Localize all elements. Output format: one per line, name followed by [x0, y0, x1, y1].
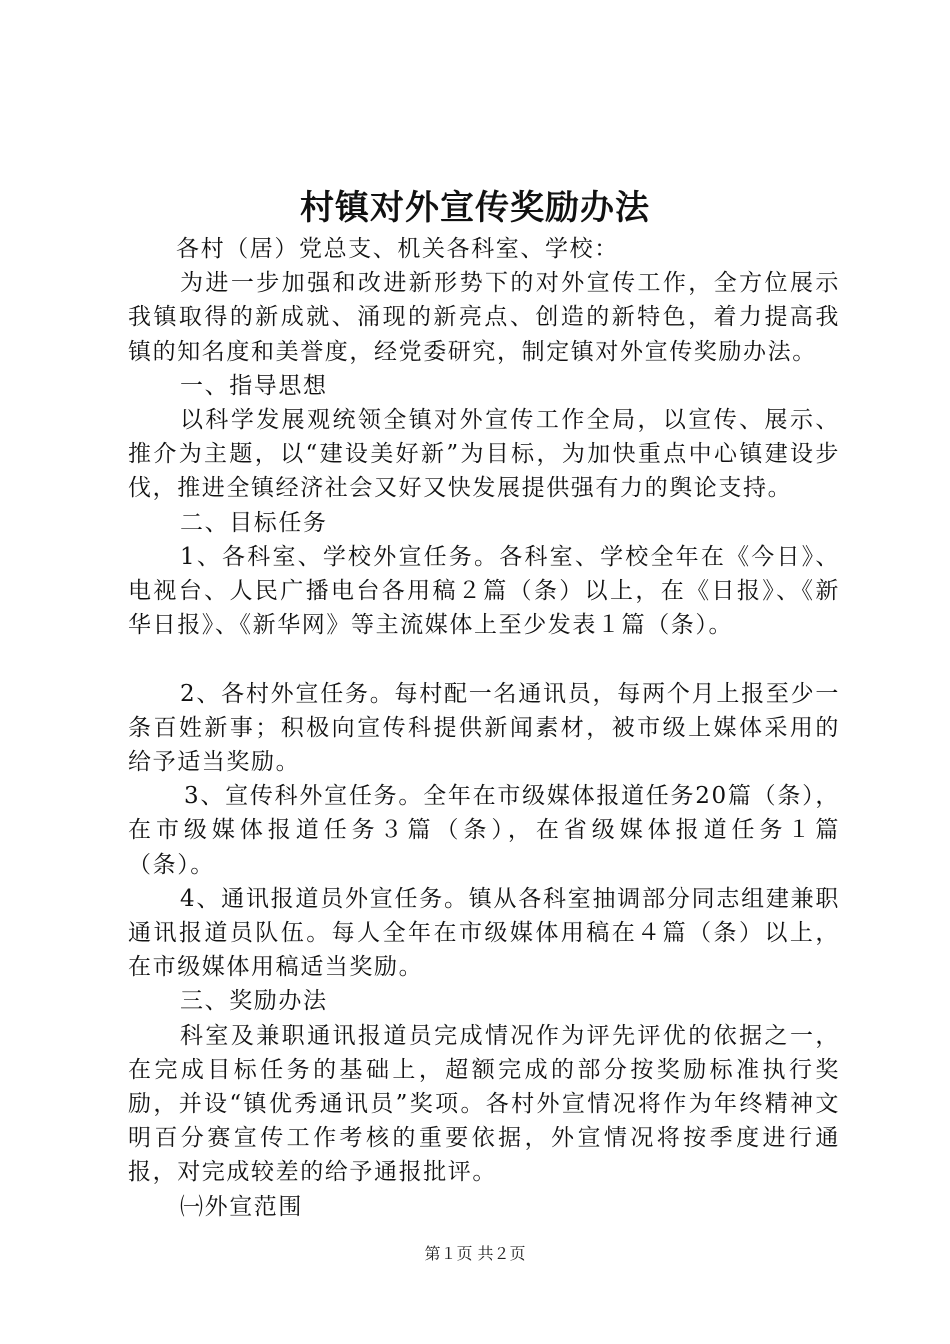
section3-paragraph: 科室及兼职通讯报道员完成情况作为评先评优的依据之一，在完成目标任务的基础上，超额完成的部分按奖励标准执行奖励，并设“镇优秀通讯员”奖项。各村外宣情况将作为年终精神文明百分赛宣传工作考核的重要依据，外宣情况将按季度进行通报，对完成较差的给予通报批评。 [128, 1022, 840, 1186]
task4-paragraph: 4、通讯报道员外宣任务。镇从各科室抽调部分同志组建兼职通讯报道员队伍。每人全年在市级媒体用稿在４篇（条）以上，在市级媒体用稿适当奖励。 [128, 885, 840, 981]
task3-paragraph: 3、宣传科外宣任务。全年在市级媒体报道任务20篇（条），在市级媒体报道任务３篇（条），在省级媒体报道任务１篇（条）。 [128, 783, 840, 878]
blank-line [128, 642, 840, 676]
section2-heading: 二、目标任务 [180, 509, 328, 536]
task1-paragraph: 1、各科室、学校外宣任务。各科室、学校全年在《今日》、电视台、人民广播电台各用稿２篇（条）以上，在《日报》、《新华日报》、《新华网》等主流媒体上至少发表１篇（条）。 [128, 543, 840, 639]
intro-paragraph: 为进一步加强和改进新形势下的对外宣传工作，全方位展示我镇取得的新成就、涌现的新亮点、创造的新特色，着力提高我镇的知名度和美誉度，经党委研究，制定镇对外宣传奖励办法。 [128, 270, 840, 365]
subsection1-heading: ㈠外宣范围 [180, 1193, 303, 1220]
section1-paragraph: 以科学发展观统领全镇对外宣传工作全局，以宣传、展示、推介为主题，以“建设美好新”为目标，为加快重点中心镇建设步伐，推进全镇经济社会又好又快发展提供强有力的舆论支持。 [128, 407, 840, 502]
document-body [128, 232, 840, 1224]
document-title: 村镇对外宣传奖励办法 [300, 188, 650, 228]
page-footer: 第１页 共２页 [424, 1244, 526, 1263]
salutation: 各村（居）党总支、机关各科室、学校： [176, 236, 619, 262]
section1-heading: 一、指导思想 [180, 372, 328, 399]
section3-heading: 三、奖励办法 [180, 988, 328, 1015]
task2-paragraph: 2、各村外宣任务。每村配一名通讯员，每两个月上报至少一条百姓新事；积极向宣传科提供新闻素材，被市级上媒体采用的给予适当奖励。 [128, 680, 840, 776]
